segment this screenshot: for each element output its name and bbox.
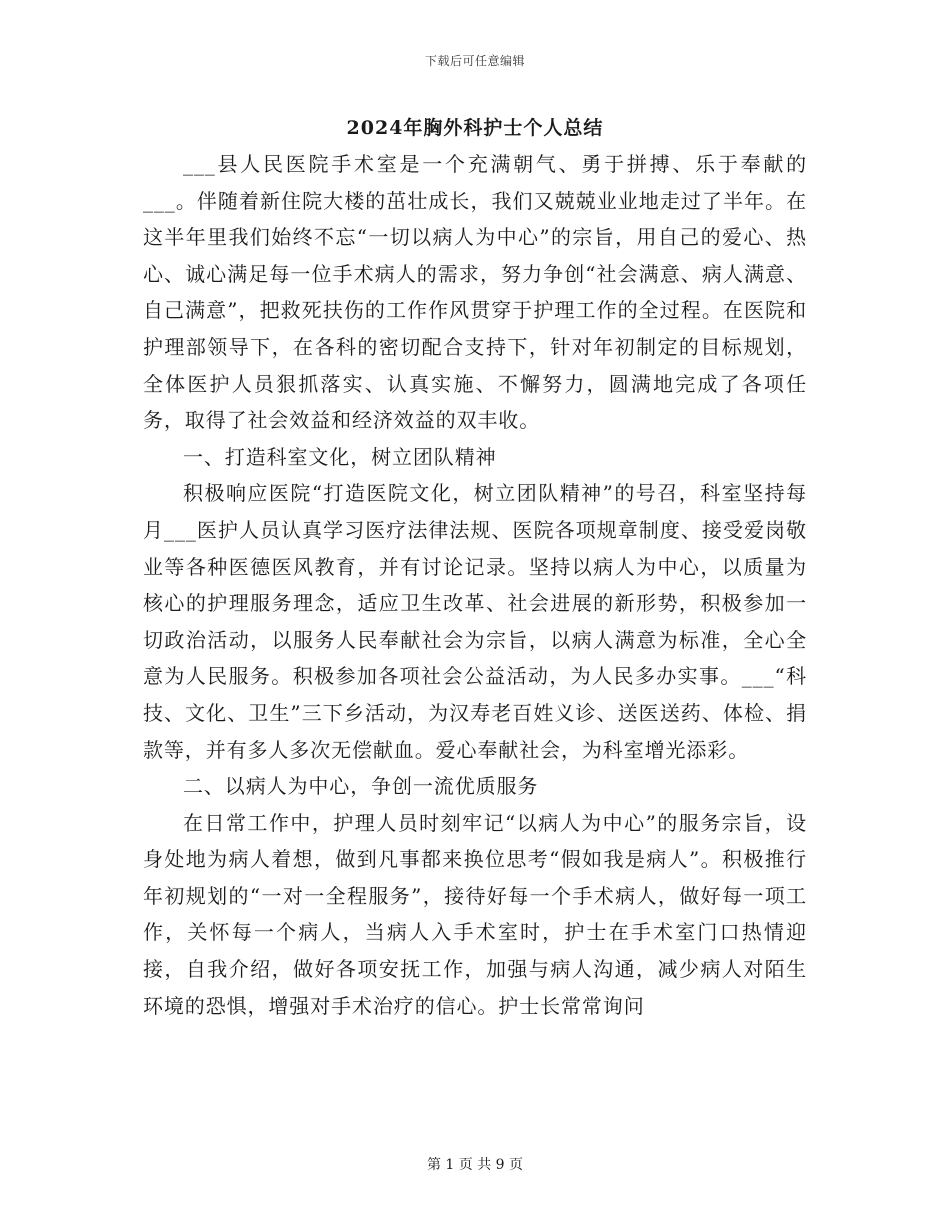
page-number: 第 1 页 共 9 页 bbox=[426, 1157, 524, 1173]
paragraph-section-1: 积极响应医院“打造医院文化，树立团队精神”的号召，科室坚持每月___医护人员认真学习医疗法律法规、医院各项规章制度、接受爱岗敬业等各种医德医风教育，并有讨论记录。坚持以病人为中心，以质量为核心的护理服务理念，适应卫生改革、社会进展的新形势，积极参加一切政治活动，以服务人民奉献社会为宗旨，以病人满意为标准，全心全意为人民服务。积极参加各项社会公益活动，为人民多办实事。___“科技、文化、卫生”三下乡活动，为汉寿老百姓义诊、送医送药、体检、捐款等，并有多人多次无偿献血。爱心奉献社会，为科室增光添彩。 bbox=[143, 481, 807, 762]
document-title: 2024年胸外科护士个人总结 bbox=[346, 117, 604, 139]
document-body bbox=[143, 146, 807, 1024]
header-note: 下载后可任意编辑 bbox=[424, 54, 525, 68]
section-heading-2: 二、以病人为中心，争创一流优质服务 bbox=[183, 774, 539, 799]
paragraph-intro: ___县人民医院手术室是一个充满朝气、勇于拼搏、乐于奉献的___。伴随着新住院大楼的茁壮成长，我们又兢兢业业地走过了半年。在这半年里我们始终不忘“一切以病人为中心”的宗旨，用自己的爱心、热心、诚心满足每一位手术病人的需求，努力争创“社会满意、病人满意、自己满意”，把救死扶伤的工作作风贯穿于护理工作的全过程。在医院和护理部领导下，在各科的密切配合支持下，针对年初制定的目标规划，全体医护人员狠抓落实、认真实施、不懈努力，圆满地完成了各项任务，取得了社会效益和经济效益的双丰收。 bbox=[143, 152, 807, 433]
paragraph-section-2: 在日常工作中，护理人员时刻牢记“以病人为中心”的服务宗旨，设身处地为病人着想，做到凡事都来换位思考“假如我是病人”。积极推行年初规划的“一对一全程服务”，接待好每一个手术病人，做好每一项工作，关怀每一个病人，当病人入手术室时，护士在手术室门口热情迎接，自我介绍，做好各项安抚工作，加强与病人沟通，减少病人对陌生环境的恐惧，增强对手术治疗的信心。护士长常常询问 bbox=[143, 810, 807, 1018]
section-heading-1: 一、打造科室文化，树立团队精神 bbox=[183, 444, 497, 469]
